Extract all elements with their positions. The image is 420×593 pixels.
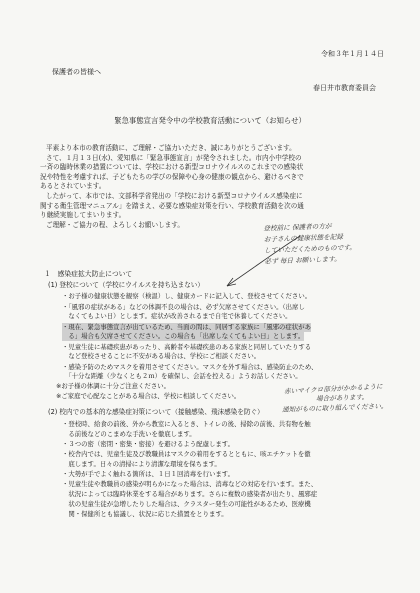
section-heading: １ 感染症拡大防止について	[44, 270, 133, 278]
list-item: ・お子様の健康状態を観察（検温）し、健康カードに記入して、登校させてください。	[62, 292, 312, 300]
list-item: ・登校時、給食の前後、外から教室に入るとき、トイレの後、掃除の前後、共有物を触	[62, 420, 311, 428]
list-item: なくてもよい日）とします。症状が改善されるまで自宅で休養してください。	[62, 312, 292, 320]
handwritten-line: お子さんの健康状態を記録	[263, 232, 344, 244]
handwritten-line: していただくためのものです。	[264, 243, 357, 255]
list-item: など登校させることに不安がある場合は、学校にご相談ください。	[62, 352, 261, 360]
list-item: 関・保健所とも協議し、状況に応じた措置をとります。	[62, 510, 228, 518]
handwritten-note: 赤いマイクロ部分がかかるように	[283, 382, 383, 396]
handwritten-arrow-icon	[215, 232, 305, 292]
handwritten-note: 通知がものに取り組んでください。	[281, 402, 388, 414]
list-item: 「十分な距離（少なくとも２ｍ）を確保し、会話を控える」ようお話しください。	[62, 372, 302, 380]
sender: 春日井市教育委員会	[313, 84, 376, 92]
page-title: 緊急事態宣言発令中の学校教育活動について（お知らせ）	[114, 116, 306, 125]
handwritten-note: 場合があります。	[315, 393, 369, 403]
intro-line: 関する衛生管理マニュアル」を踏まえ、必要な感染症対策を行い、学校教育活動を次の通	[40, 201, 304, 210]
list-item: ・「風邪の症状がある」などの体調不良の場合は、必ず欠席させてください。（出席し	[62, 303, 305, 311]
intro-line: あるとされています。	[40, 182, 106, 191]
list-item: ・大勢が手でよく触れる箇所は、１日１回消毒を行います。	[62, 470, 235, 478]
list-item: る」場合も欠席させてください。この場合も「出席しなくてもよい日」とします。	[62, 332, 305, 340]
intro-line: したがって、本市では、文部科学省発出の「学校における新型コロナウイルス感染症に	[46, 191, 303, 200]
list-item: ・感染予防のためマスクを着用させてください。マスクを外す場合は、感染防止のため、	[62, 363, 318, 371]
intro-line: さて、１月１３日(水)、愛知県に「緊急事態宣言」が発令されました。市内小中学校の	[46, 153, 302, 162]
handwritten-line: 登校前に 保護者の方が	[263, 222, 332, 233]
list-item: る前後などのこまめな手洗いを徹底します。	[62, 430, 196, 438]
intro-line: り継続実施してまいります。	[40, 211, 126, 220]
intro-line: 平素より本市の教育活動に、ご理解・ご協力いただき、誠にありがとうございます。	[46, 144, 296, 152]
subsection-heading: (1) 登校について（学校にウイルスを持ち込まない）	[48, 281, 204, 289]
list-item: ・３つの密（密閉・密集・密接）を避けるよう配慮します。	[62, 440, 235, 448]
list-item: 状の児童生徒が急増したりした場合は、クラスター発生の可能性があるため、医療機	[62, 500, 311, 508]
intro-body	[40, 144, 380, 230]
intro-line: ご理解・ご協力の程、よろしくお願いします。	[46, 220, 184, 229]
list-item: ・現在、緊急事態宣言が出ているため、当面の間は、同居する家族に「風邪の症状があ	[62, 323, 311, 331]
list-item: ・児童生徒に基礎疾患があったり、高齢者や基礎疾患のある家族と同居していたりする	[62, 343, 312, 351]
addressee: 保護者の皆様へ	[52, 68, 101, 76]
intro-line: 一斉の臨時休業の措置については、学校における新型コロナウイルスのこれまでの感染状	[40, 163, 304, 172]
handwritten-line: 必ず 毎日 お願いします。	[264, 254, 341, 266]
list-item: ※ご家庭で心配なことがある場合は、学校に相談してください。	[56, 392, 241, 400]
list-item: ※お子様の体調に十分ご注意ください。	[56, 382, 170, 390]
intro-line: 況や特性を考慮すれば、子どもたちの学びの保障や心身の健康の観点から、避けるべきで	[40, 172, 304, 181]
list-item: 状況によっては臨時休業をする場合があります。さらに複数の感染者が出たり、風邪症	[62, 490, 318, 498]
list-item: ・児童生徒や教職員の感染が明らかになった場合は、消毒などの対応を行います。また、	[62, 480, 318, 488]
list-item: ・校舎内では、児童生徒及び教職員はマスクの着用をするとともに、咳エチケットを徹	[62, 450, 311, 458]
subsection-heading: (2) 校内での基本的な感染症対策について（接触感染、飛沫感染を防ぐ）	[48, 408, 264, 416]
issue-date: 令和３年１月１４日	[321, 50, 384, 58]
list-item: 底します。日々の清掃により清潔な環境を保ちます。	[62, 460, 221, 468]
